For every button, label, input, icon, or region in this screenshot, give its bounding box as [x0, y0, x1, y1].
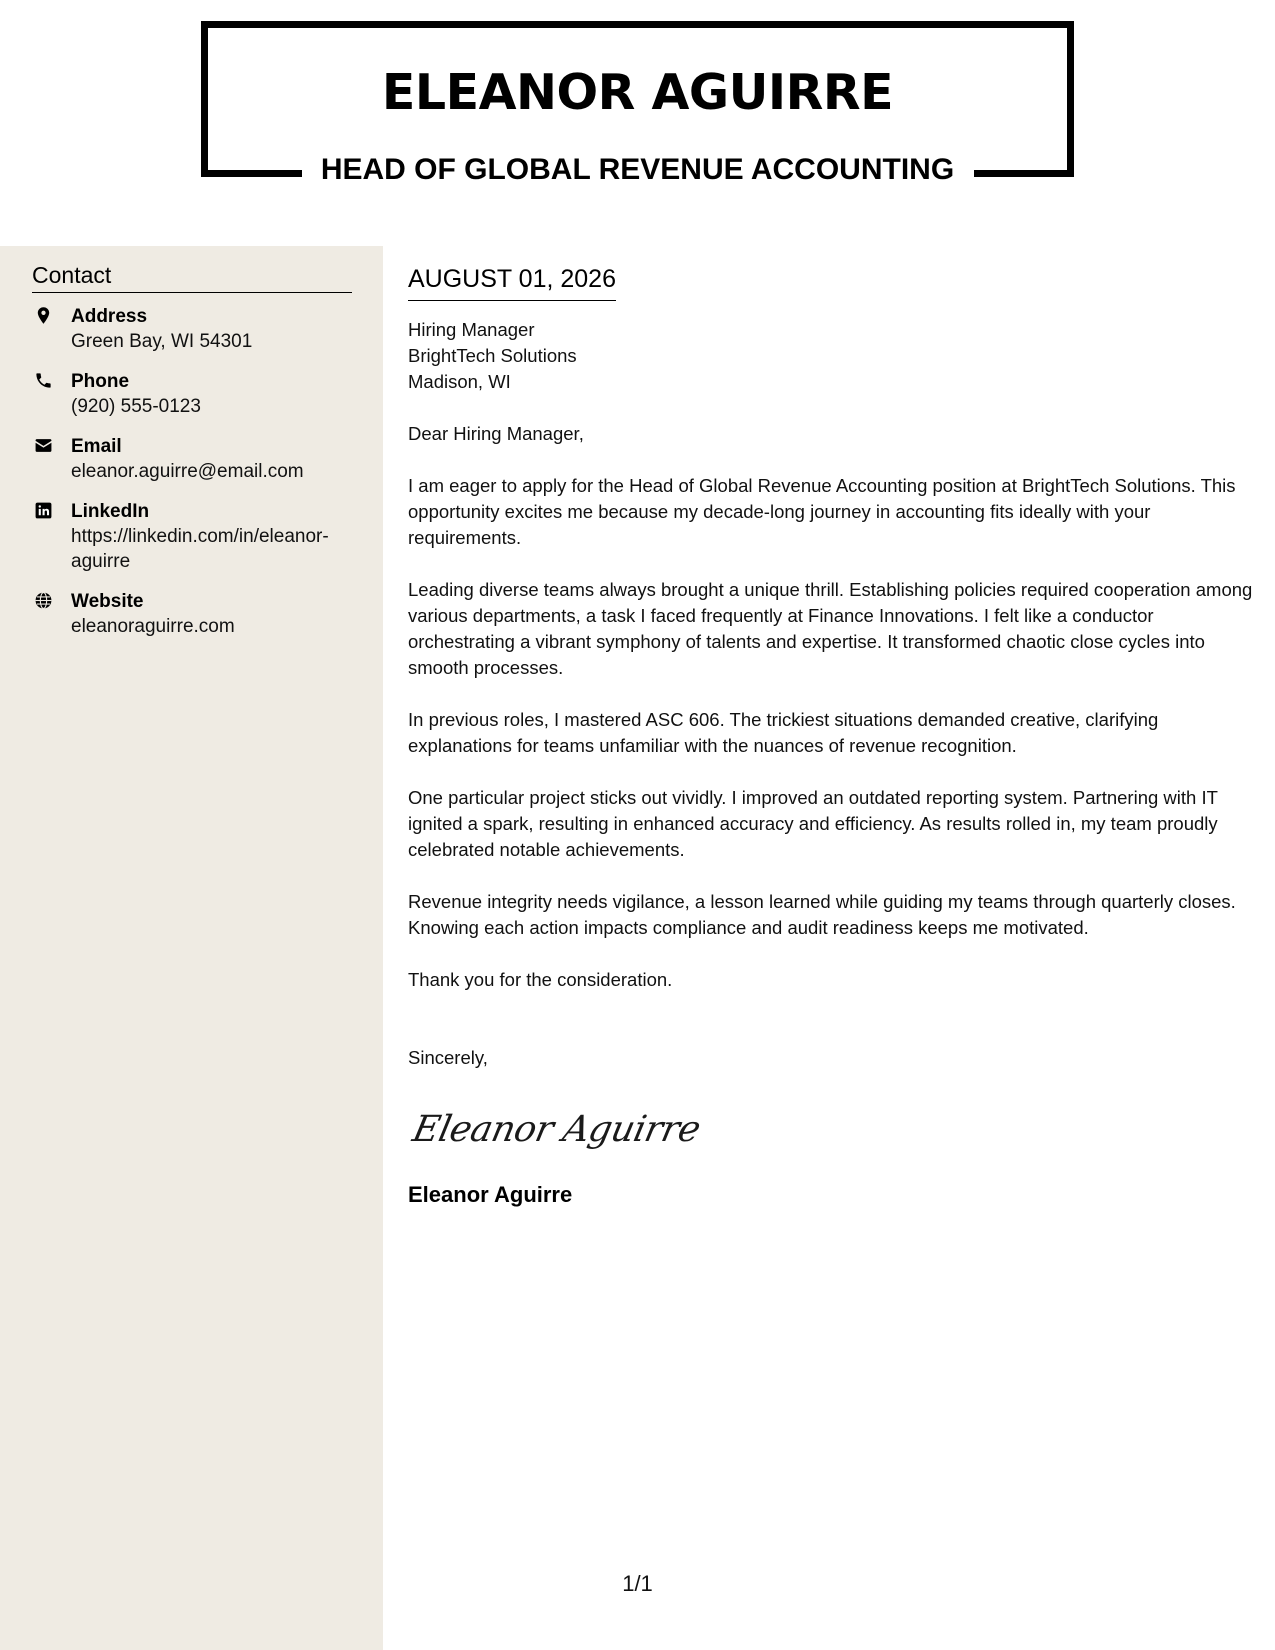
contact-value-website[interactable]: eleanoraguirre.com [71, 616, 235, 637]
contact-value-linkedin[interactable]: https://linkedin.com/in/eleanor-aguirre [71, 526, 329, 572]
recipient-line: Madison, WI [408, 371, 511, 392]
svg-text:Eleanor Aguirre: Eleanor Aguirre [409, 1107, 705, 1150]
contact-value-phone: (920) 555-0123 [71, 396, 201, 417]
contact-label-linkedin: LinkedIn [71, 501, 150, 522]
phone-icon [34, 371, 53, 390]
contact-label-email: Email [71, 436, 122, 457]
map-pin-icon [34, 306, 53, 325]
letter-body [408, 262, 1253, 1209]
candidate-name: ELEANOR AGUIRRE [381, 64, 894, 121]
salutation: Dear Hiring Manager, [408, 423, 584, 444]
contact-item-phone [32, 369, 362, 419]
contact-value-address: Green Bay, WI 54301 [71, 331, 253, 352]
contact-heading: Contact [32, 260, 352, 293]
page-number: 1/1 [622, 1571, 653, 1596]
linkedin-icon [34, 501, 53, 520]
recipient-block [408, 317, 1253, 395]
contact-sidebar [0, 246, 383, 1650]
contact-label-website: Website [71, 591, 144, 612]
recipient-line: BrightTech Solutions [408, 345, 577, 366]
recipient-line: Hiring Manager [408, 319, 535, 340]
envelope-icon [34, 436, 53, 455]
letter-paragraph: Thank you for the consideration. [408, 969, 673, 990]
signer-name: Eleanor Aguirre [408, 1182, 573, 1207]
letter-date: AUGUST 01, 2026 [408, 262, 616, 301]
letter-paragraph: In previous roles, I mastered ASC 606. The trickiest situations demanded creative, clarifying explanations for teams unfamiliar with the nuances of revenue recognition. [408, 709, 1159, 756]
contact-item-linkedin [32, 499, 362, 574]
contact-value-email[interactable]: eleanor.aguirre@email.com [71, 461, 304, 482]
contact-label-phone: Phone [71, 371, 130, 392]
letter-paragraph: One particular project sticks out vividly. I improved an outdated reporting system. Partnering with IT ignited a spark, resulting in enhanced accuracy and efficiency. As results rolled in, my team proudly celebrated notable achievements. [408, 787, 1218, 860]
letter-paragraph: I am eager to apply for the Head of Global Revenue Accounting position at BrightTech Solutions. This opportunity excites me because my decade-long journey in accounting fits ideally with your requirements. [408, 475, 1236, 548]
contact-item-email [32, 434, 362, 484]
contact-list [32, 304, 362, 654]
frame-top-border [201, 21, 1074, 28]
closing: Sincerely, [408, 1047, 488, 1068]
contact-label-address: Address [71, 306, 148, 327]
globe-icon [34, 591, 53, 610]
letter-paragraph: Revenue integrity needs vigilance, a lesson learned while guiding my teams through quarterly closes. Knowing each action impacts compliance and audit readiness keeps me motivated. [408, 891, 1236, 938]
job-title: HEAD OF GLOBAL REVENUE ACCOUNTING [320, 153, 955, 186]
contact-item-website [32, 589, 362, 639]
letter-paragraph: Leading diverse teams always brought a unique thrill. Establishing policies required cooperation among various departments, a task I faced frequently at Finance Innovations. I felt like a conductor orchestrating a vibrant symphony of talents and expertise. It transformed chaotic close cycles into smooth processes. [408, 579, 1253, 678]
handwritten-signature [408, 1099, 1253, 1159]
contact-item-address [32, 304, 362, 354]
